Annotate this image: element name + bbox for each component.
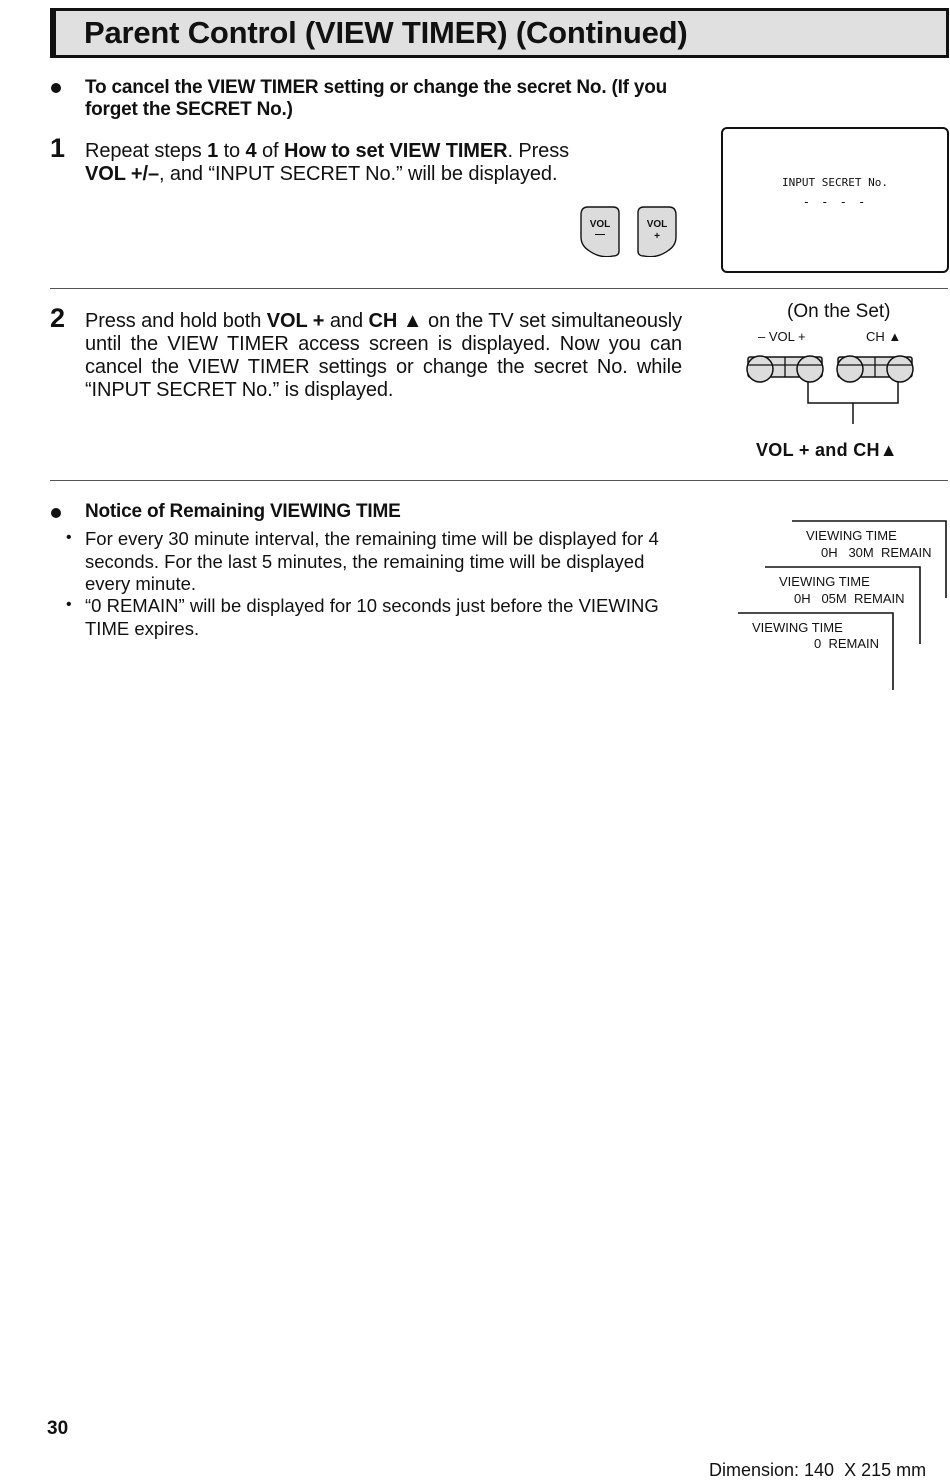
viewing-time-value: 0H 30M REMAIN <box>821 545 932 560</box>
step1-text-part: , and “INPUT SECRET No.” will be displayed. <box>158 163 558 185</box>
dimension-note: Dimension: 140 X 215 mm <box>709 1460 927 1480</box>
step1-vol-ref: VOL +/– <box>85 163 159 185</box>
step1-text-part: to <box>218 140 246 162</box>
viewing-time-title: VIEWING TIME <box>752 620 843 635</box>
section-divider <box>50 480 948 481</box>
step1-section-ref: How to set VIEW TIMER <box>283 140 508 162</box>
vol-ch-combo-label: VOL + and CH▲ <box>756 440 898 460</box>
step-number-1: 1 <box>50 133 66 163</box>
step2-vol-ref: VOL + <box>266 310 325 332</box>
viewing-time-value: 0H 05M REMAIN <box>794 591 905 606</box>
remote-vol-minus-button <box>580 205 620 257</box>
cancel-heading-line1: To cancel the VIEW TIMER setting or change the secret No. (If you <box>85 77 668 98</box>
step-number-2: 2 <box>50 303 66 333</box>
title-bar <box>50 8 949 58</box>
set-ch-label: CH ▲ <box>866 329 902 344</box>
step2-ch-ref: CH ▲ <box>368 310 423 332</box>
notice-heading: Notice of Remaining VIEWING TIME <box>85 501 401 522</box>
viewing-time-title: VIEWING TIME <box>779 574 870 589</box>
vol-minus-label: VOL <box>589 219 611 230</box>
notice-item-1: For every 30 minute interval, the remaining time will be displayed for 4 seconds. For the last 5 minutes, the remaining time will be displayed every minute. <box>85 528 659 594</box>
set-buttons-illustration <box>740 350 925 426</box>
plus-sign: + <box>654 231 660 242</box>
vol-plus-label: VOL <box>646 219 668 230</box>
bullet-dot <box>51 83 61 93</box>
section-divider <box>50 288 948 289</box>
screen-prompt: INPUT SECRET No. <box>782 176 888 189</box>
step2-text <box>85 310 682 402</box>
step2-text-part: Press and hold both <box>85 310 267 332</box>
page-number: 30 <box>47 1418 69 1439</box>
screen-code-placeholder: - - - - <box>802 195 868 209</box>
sub-bullet-dot: • <box>66 596 72 613</box>
notice-item-2: “0 REMAIN” will be displayed for 10 seconds just before the VIEWING TIME expires. <box>85 595 659 639</box>
cancel-heading-line2: forget the SECRET No.) <box>85 99 293 120</box>
step2-text-part: on the TV set simultaneously until the VIEW TIMER access screen is displayed. Now you can cancel the VIEW TIMER settings or change the secret No. while “INPUT SECRET No.” is displayed. <box>85 310 683 401</box>
viewing-time-value: 0 REMAIN <box>814 636 880 651</box>
viewing-time-title: VIEWING TIME <box>806 528 897 543</box>
step1-text-part: of <box>256 140 284 162</box>
page-title: Parent Control (VIEW TIMER) (Continued) <box>84 15 688 50</box>
remote-vol-plus-button <box>637 205 677 257</box>
sub-bullet-dot: • <box>66 529 72 546</box>
on-the-set-caption: (On the Set) <box>787 301 891 322</box>
set-vol-label: – VOL + <box>758 329 806 344</box>
step1-text-part: . Press <box>507 140 569 162</box>
minus-sign: — <box>595 229 605 240</box>
step1-text-part: Repeat steps <box>85 140 208 162</box>
step1-text <box>85 140 625 186</box>
step1-step-ref-end: 4 <box>245 140 257 162</box>
bullet-dot <box>51 508 61 518</box>
step2-text-part: and <box>324 310 369 332</box>
step1-step-ref-start: 1 <box>207 140 219 162</box>
tv-screen-display <box>721 127 949 273</box>
cancel-heading <box>85 77 705 121</box>
